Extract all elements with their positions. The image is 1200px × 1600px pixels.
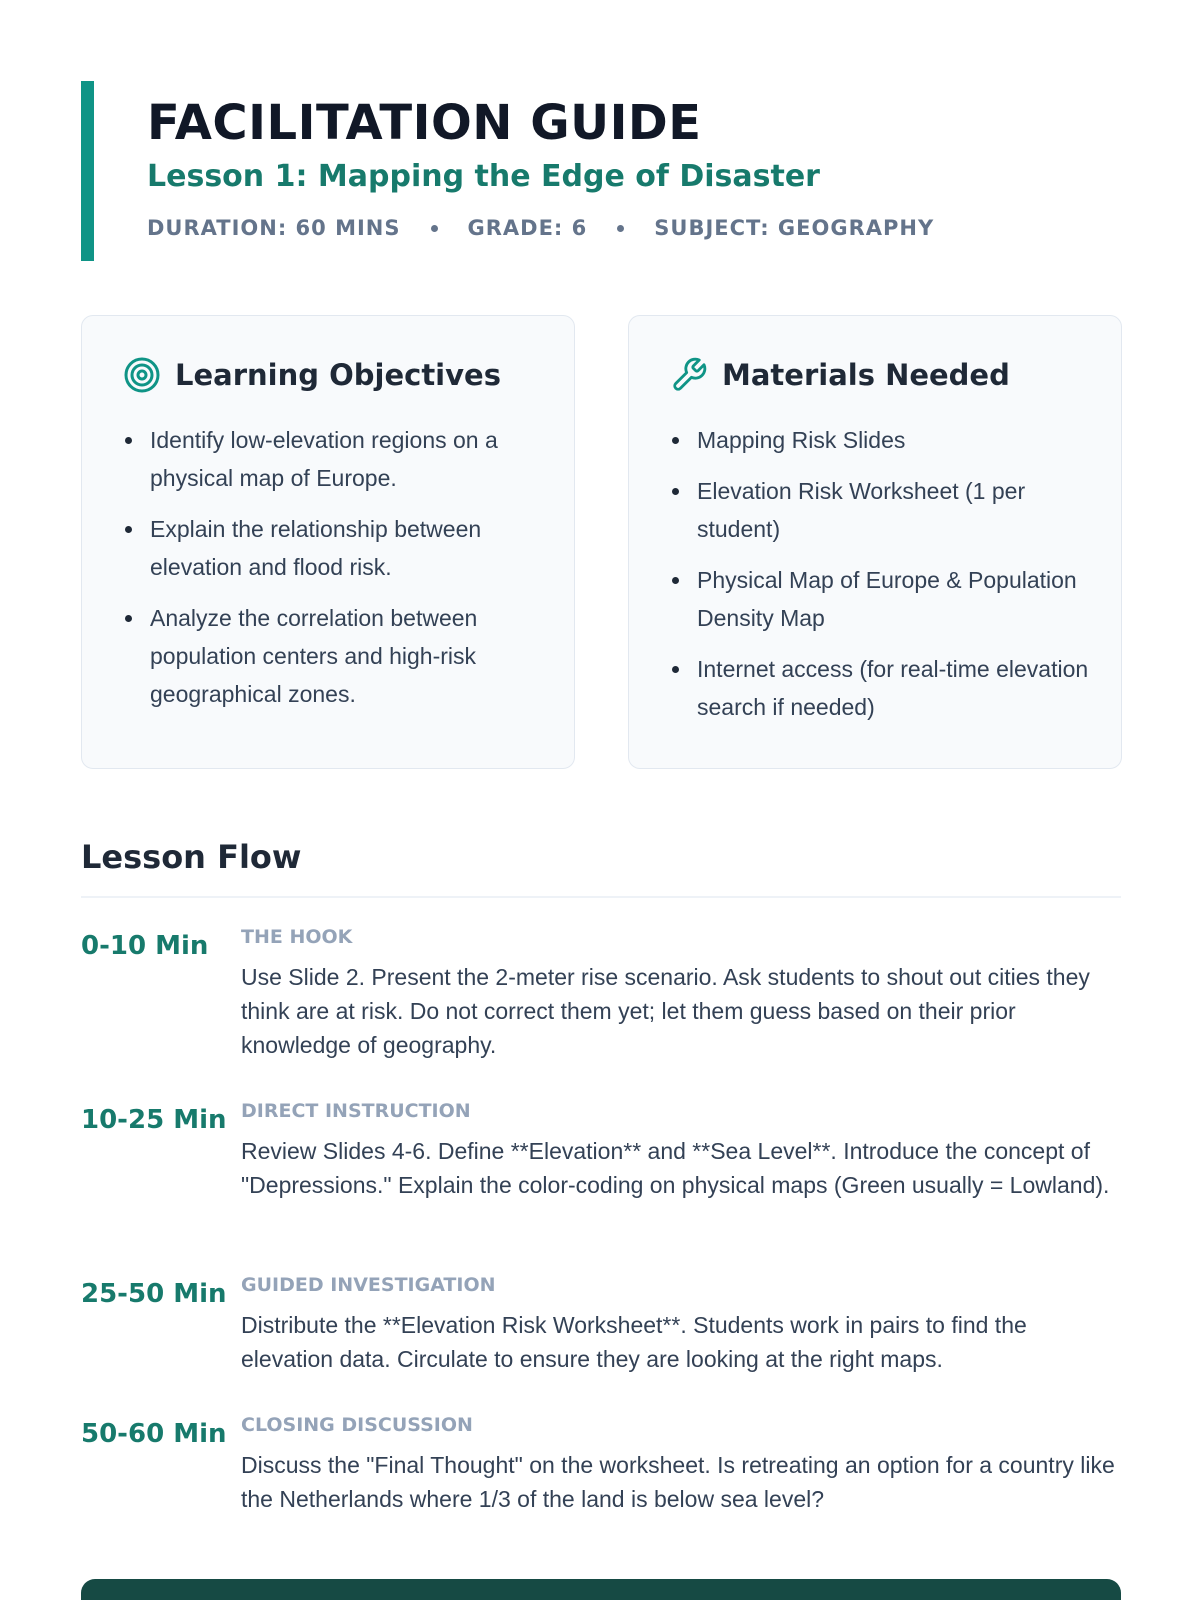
list-item: Mapping Risk Slides (697, 421, 1097, 459)
guide-header (81, 81, 1121, 261)
objectives-list (150, 421, 550, 726)
meta-separator-dot (431, 225, 438, 232)
materials-card (628, 315, 1122, 769)
step-description: Distribute the **Elevation Risk Worksheet**. Students work in pairs to find the elevation data. Circulate to ensure they are looking at the right maps. (241, 1312, 1027, 1372)
lesson-meta (147, 216, 934, 240)
footer-banner (81, 1579, 1121, 1600)
duration-label: DURATION: 60 MINS (147, 216, 401, 240)
list-item: Elevation Risk Worksheet (1 per student) (697, 472, 1097, 548)
meta-separator-dot (617, 225, 624, 232)
subject-label: SUBJECT: GEOGRAPHY (654, 216, 935, 240)
step-label: GUIDED INVESTIGATION (241, 1274, 496, 1296)
objectives-card (81, 315, 575, 769)
step-time: 10-25 Min (81, 1105, 227, 1135)
materials-title: Materials Needed (722, 358, 1010, 392)
page-title: FACILITATION GUIDE (147, 95, 702, 151)
step-time: 0-10 Min (81, 931, 209, 961)
list-item: Physical Map of Europe & Population Density Map (697, 561, 1097, 637)
step-time: 50-60 Min (81, 1419, 227, 1449)
step-label: CLOSING DISCUSSION (241, 1414, 473, 1436)
step-label: THE HOOK (241, 926, 353, 948)
list-item: Internet access (for real-time elevation search if needed) (697, 650, 1097, 726)
step-description: Use Slide 2. Present the 2-meter rise scenario. Ask students to shout out cities they think are at risk. Do not correct them yet; let them guess based on their prior knowledge of geography. (241, 964, 1090, 1058)
list-item: Analyze the correlation between population centers and high-risk geographical zones. (150, 599, 550, 713)
wrench-icon (670, 356, 708, 394)
grade-label: GRADE: 6 (467, 216, 588, 240)
step-label: DIRECT INSTRUCTION (241, 1100, 471, 1122)
list-item: Explain the relationship between elevation and flood risk. (150, 510, 550, 586)
lesson-subtitle: Lesson 1: Mapping the Edge of Disaster (147, 159, 820, 194)
section-divider (81, 896, 1121, 898)
materials-list (697, 421, 1097, 739)
list-item: Identify low-elevation regions on a physical map of Europe. (150, 421, 550, 497)
step-description: Discuss the "Final Thought" on the worksheet. Is retreating an option for a country like the Netherlands where 1/3 of the land is below sea level? (241, 1452, 1115, 1512)
objectives-heading (123, 356, 501, 394)
materials-heading (670, 356, 1010, 394)
lesson-flow-title: Lesson Flow (81, 838, 302, 876)
step-description: Review Slides 4-6. Define **Elevation** and **Sea Level**. Introduce the concept of "Depressions." Explain the color-coding on physical maps (Green usually = Lowland). (241, 1138, 1110, 1198)
step-time: 25-50 Min (81, 1279, 227, 1309)
target-icon (123, 356, 161, 394)
objectives-title: Learning Objectives (175, 358, 501, 392)
